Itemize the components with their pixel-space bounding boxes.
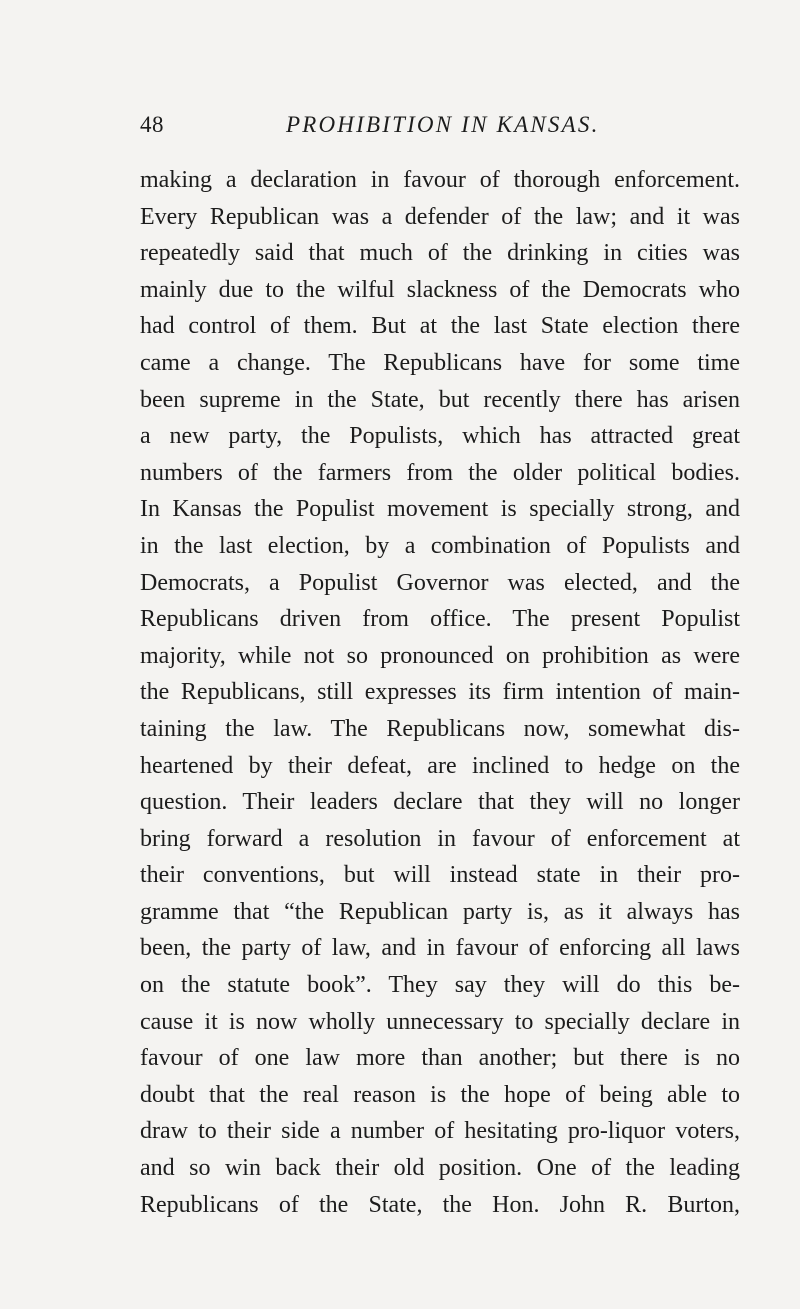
text-line: been, the party of law, and in favour of enforcing all laws — [140, 935, 740, 962]
text-line: their conventions, but will instead state in their pro- — [140, 862, 740, 889]
text-line: In Kansas the Populist movement is specially strong, and — [140, 496, 740, 523]
text-line: gramme that “the Republican party is, as it always has — [140, 898, 740, 925]
text-line: question. Their leaders declare that they will no longer — [140, 789, 740, 816]
text-line: Republicans of the State, the Hon. John R. Burton, — [140, 1191, 740, 1218]
text-line: repeatedly said that much of the drinking in cities was — [140, 240, 740, 267]
text-line: doubt that the real reason is the hope of being able to — [140, 1081, 740, 1108]
text-line: majority, while not so pronounced on prohibition as were — [140, 642, 740, 669]
text-line: heartened by their defeat, are inclined to hedge on the — [140, 752, 740, 779]
text-line: favour of one law more than another; but there is no — [140, 1045, 740, 1072]
text-line: a new party, the Populists, which has attracted great — [140, 423, 740, 450]
text-line: draw to their side a number of hesitating pro-liquor voters, — [140, 1118, 740, 1145]
body-text — [140, 162, 740, 1223]
text-line: cause it is now wholly unnecessary to specially declare in — [140, 1008, 740, 1035]
text-line: Democrats, a Populist Governor was elected, and the — [140, 569, 740, 596]
text-line: taining the law. The Republicans now, somewhat dis- — [140, 715, 740, 742]
text-line: numbers of the farmers from the older political bodies. — [140, 459, 740, 486]
text-line: on the statute book”. They say they will do this be- — [140, 972, 740, 999]
page-header — [140, 112, 740, 146]
text-line: had control of them. But at the last State election there — [140, 313, 740, 340]
page-number: 48 — [140, 112, 164, 137]
text-line: Republicans driven from office. The present Populist — [140, 606, 740, 633]
text-line: bring forward a resolution in favour of enforcement at — [140, 825, 740, 852]
text-line: in the last election, by a combination of Populists and — [140, 532, 740, 559]
running-title: PROHIBITION IN KANSAS. — [286, 112, 600, 137]
text-line: and so win back their old position. One of the leading — [140, 1155, 740, 1182]
text-line: the Republicans, still expresses its firm intention of main- — [140, 679, 740, 706]
text-line: came a change. The Republicans have for some time — [140, 349, 740, 376]
text-line: been supreme in the State, but recently there has arisen — [140, 386, 740, 413]
text-line: making a declaration in favour of thorough enforcement. — [140, 167, 740, 193]
text-line: Every Republican was a defender of the law; and it was — [140, 203, 740, 230]
text-line: mainly due to the wilful slackness of the Democrats who — [140, 276, 740, 303]
